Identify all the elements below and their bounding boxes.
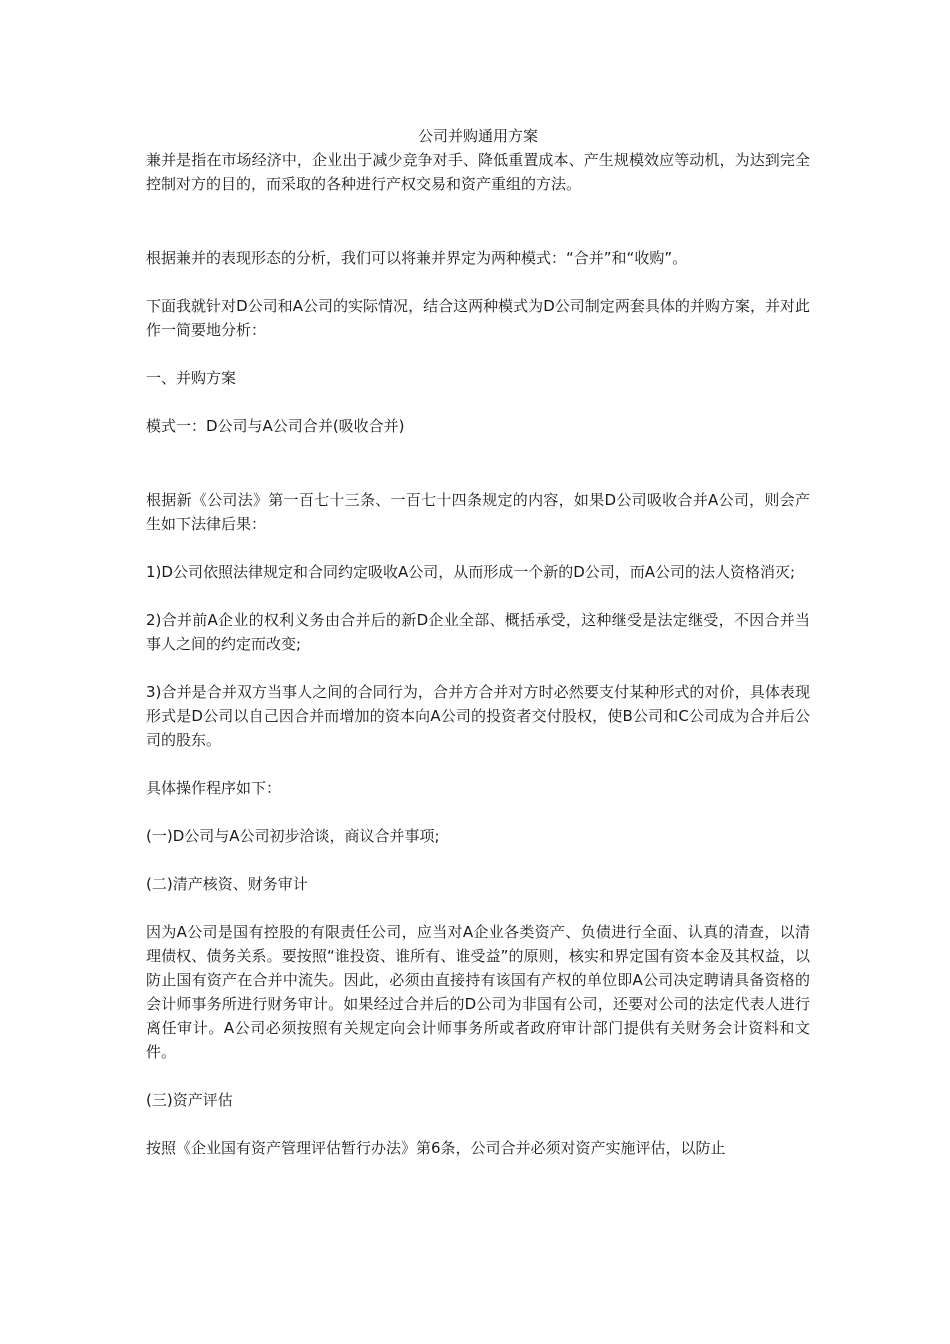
paragraph-legal-basis: 根据新《公司法》第一百七十三条、一百七十四条规定的内容，如果D公司吸收合并A公司，则会产生如下法律后果：	[146, 491, 810, 533]
list-item-consequence-2: 2)合并前A企业的权利义务由合并后的新D企业全部、概括承受，这种继受是法定继受，不因合并当事人之间的约定而改变;	[146, 611, 810, 653]
mode-one-heading: 模式一：D公司与A公司合并(吸收合并)	[146, 417, 405, 435]
paragraph-audit: 因为A公司是国有控股的有限责任公司，应当对A企业各类资产、负债进行全面、认真的清查，以清理债权、债务关系。要按照“谁投资、谁所有、谁受益”的原则，核实和界定国有资本金及其权益，以防止国有资产在合并中流失。因此，必须由直接持有该国有产权的单位即A公司决定聘请具备资格的会计师事务所进行财务审计。如果经过合并后的D公司为非国有公司，还要对公司的法定代表人进行离任审计。A公司必须按照有关规定向会计师事务所或者政府审计部门提供有关财务会计资料和文件。	[146, 923, 810, 1061]
step-1-heading: (一)D公司与A公司初步洽谈，商议合并事项;	[146, 827, 440, 845]
list-item-consequence-3: 3)合并是合并双方当事人之间的合同行为，合并方合并对方时必然要支付某种形式的对价，具体表现形式是D公司以自己因合并而增加的资本向A公司的投资者交付股权，使B公司和C公司成为合并后公司的股东。	[146, 683, 810, 749]
document-title: 公司并购通用方案	[417, 127, 538, 145]
paragraph-definition: 兼并是指在市场经济中，企业出于减少竞争对手、降低重置成本、产生规模效应等动机，为达到完全控制对方的目的，而采取的各种进行产权交易和资产重组的方法。	[146, 151, 810, 193]
document-page	[146, 124, 810, 1160]
paragraph-two-modes: 根据兼并的表现形态的分析，我们可以将兼并界定为两种模式：“合并”和“收购”。	[146, 249, 688, 267]
paragraph-intro: 下面我就针对D公司和A公司的实际情况，结合这两种模式为D公司制定两套具体的并购方案，并对此作一简要地分析：	[146, 297, 810, 339]
step-2-heading: (二)清产核资、财务审计	[146, 875, 308, 893]
step-3-heading: (三)资产评估	[146, 1091, 233, 1109]
paragraph-procedure-intro: 具体操作程序如下：	[146, 779, 282, 797]
paragraph-asset-valuation: 按照《企业国有资产管理评估暂行办法》第6条，公司合并必须对资产实施评估，以防止	[146, 1139, 726, 1157]
list-item-consequence-1: 1)D公司依照法律规定和合同约定吸收A公司，从而形成一个新的D公司，而A公司的法人资格消灭;	[146, 563, 796, 581]
section-heading-plan: 一、并购方案	[146, 369, 237, 387]
